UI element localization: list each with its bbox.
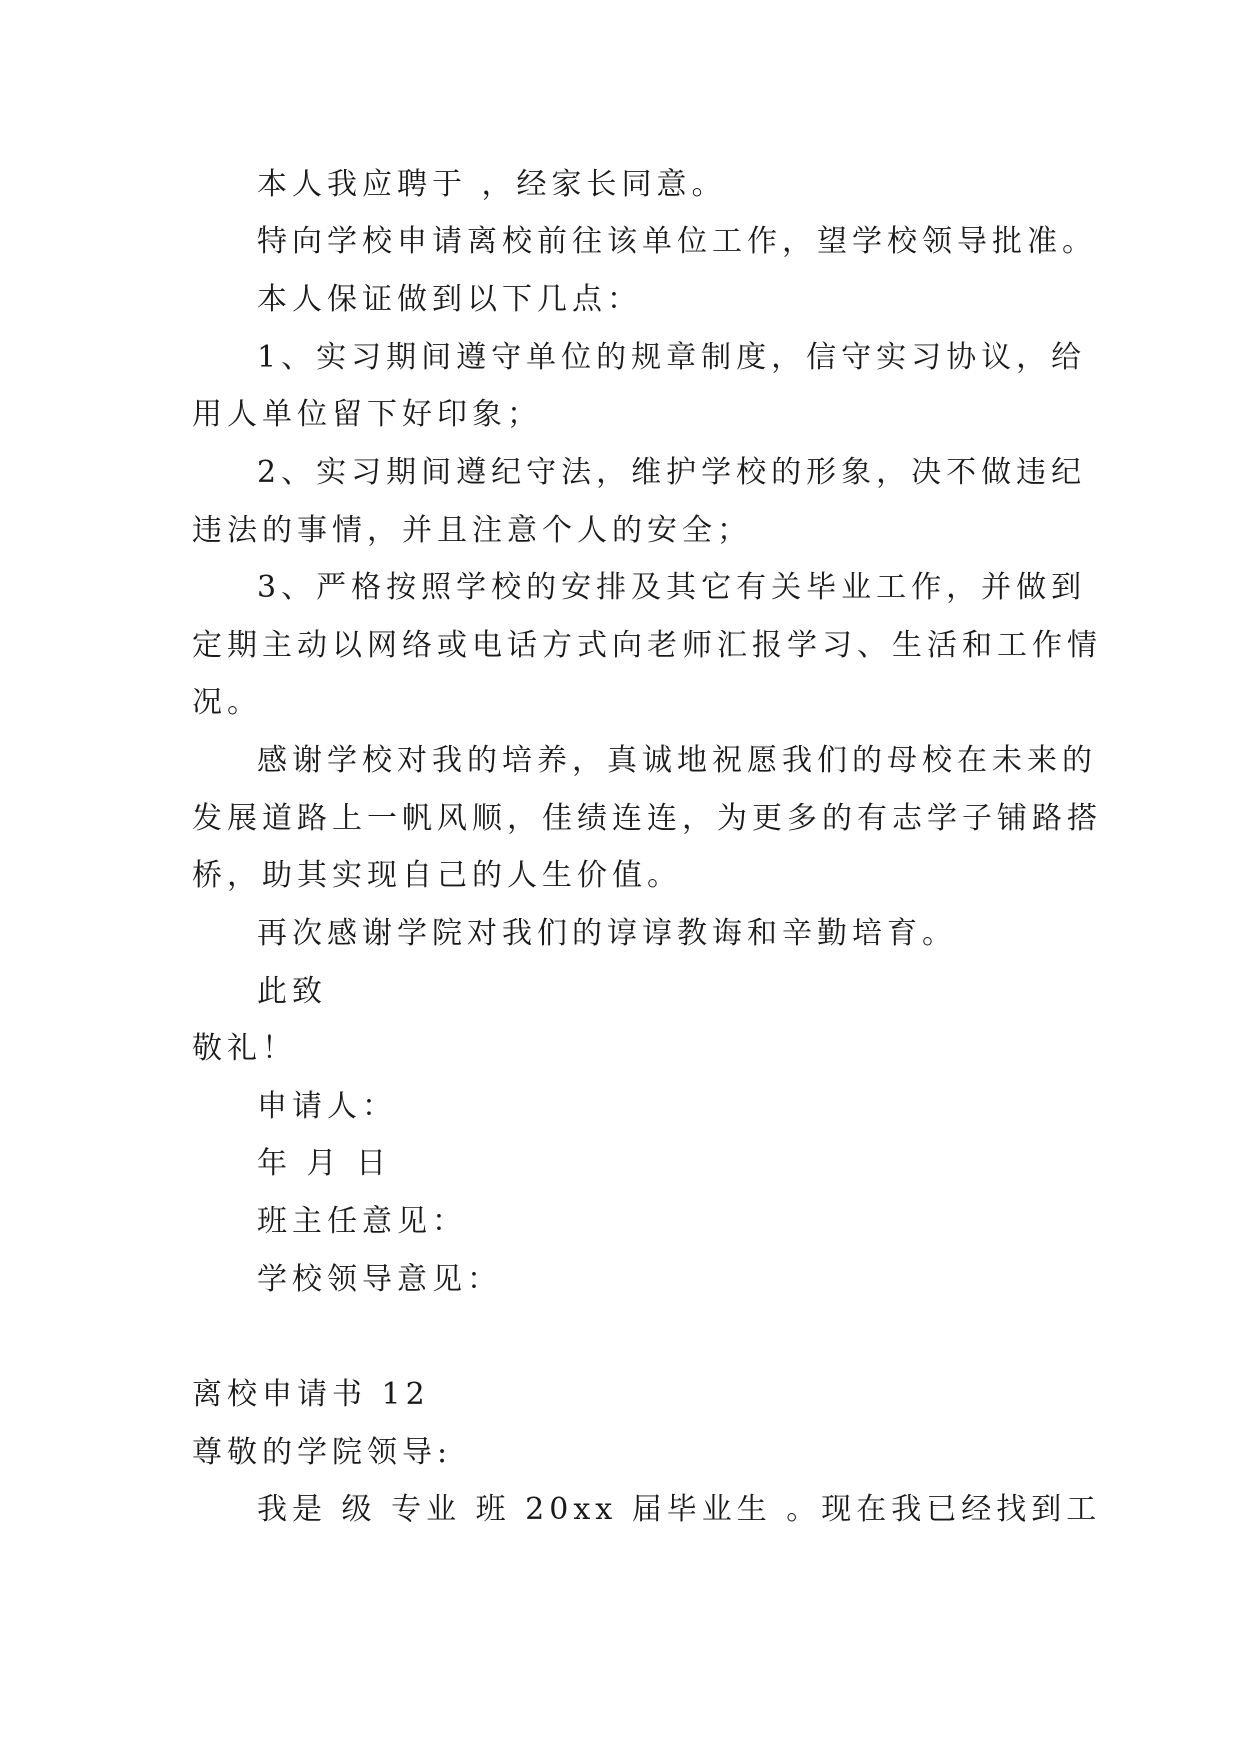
paragraph-line: 再次感谢学院对我们的谆谆教诲和辛勤培育。 — [257, 916, 957, 951]
paragraph-line: 用人单位留下好印象； — [192, 397, 542, 432]
greeting-line: 尊敬的学院领导: — [192, 1435, 453, 1470]
paragraph-line: 本人我应聘于 ，经家长同意。 — [257, 167, 727, 202]
paragraph-line: 我是 级 专业 班 20xx 届毕业生 。现在我已经找到工 — [257, 1492, 1102, 1527]
paragraph-line: 况。 — [192, 685, 262, 720]
date-line: 年 月 日 — [257, 1146, 392, 1181]
paragraph-line: 3、严格按照学校的安排及其它有关毕业工作，并做到 — [257, 570, 1087, 605]
paragraph-line: 特向学校申请离校前往该单位工作，望学校领导批准。 — [257, 224, 1097, 259]
paragraph-line: 定期主动以网络或电话方式向老师汇报学习、生活和工作情 — [192, 628, 1102, 663]
paragraph-line: 发展道路上一帆风顺，佳绩连连，为更多的有志学子铺路搭 — [192, 801, 1102, 836]
section-title: 离校申请书 12 — [192, 1377, 430, 1412]
applicant-line: 申请人： — [257, 1089, 397, 1124]
paragraph-line: 桥，助其实现自己的人生价值。 — [192, 858, 682, 893]
paragraph-line: 1、实习期间遵守单位的规章制度，信守实习协议，给 — [257, 340, 1087, 375]
teacher-opinion-line: 班主任意见： — [257, 1204, 467, 1239]
salutation-line: 敬礼！ — [192, 1031, 297, 1066]
paragraph-line: 本人保证做到以下几点： — [257, 282, 642, 317]
paragraph-line: 感谢学校对我的培养，真诚地祝愿我们的母校在未来的 — [257, 743, 1097, 778]
paragraph-line: 违法的事情，并且注意个人的安全； — [192, 513, 752, 548]
leader-opinion-line: 学校领导意见： — [257, 1262, 502, 1297]
paragraph-line: 2、实习期间遵纪守法，维护学校的形象，决不做违纪 — [257, 455, 1087, 490]
closing-line: 此致 — [257, 974, 327, 1009]
